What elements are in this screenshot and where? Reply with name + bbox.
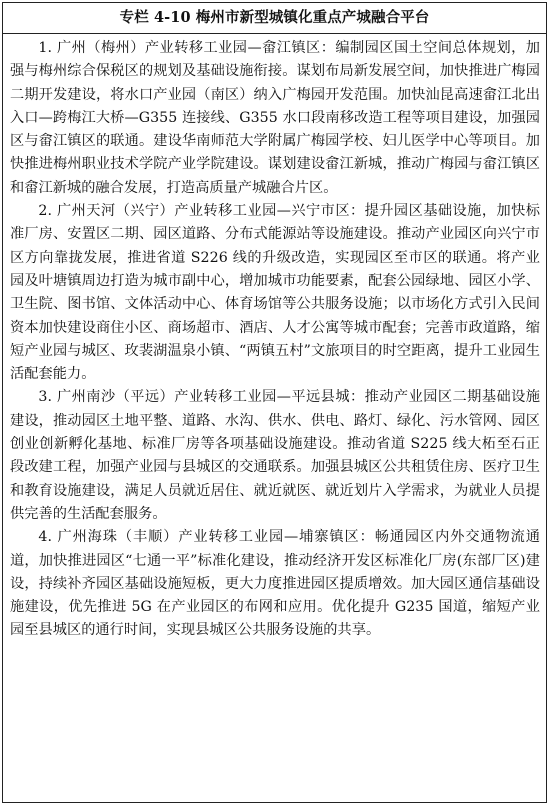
section-number: 3. [38, 389, 53, 406]
section-text: 编制园区国土空间总体规划，加强与梅州综合保税区的规划及基础设施衔接。谋划布局新发展空间，加快推进广梅园二期开发建设，将水口产业园（南区）纳入广梅园开发范围。加快汕昆高速畲江北出入口—跨梅江大桥—G355 连接线、G355 水口段南移改造工程等项目建设，加强园区与畲江镇区的联通。建设华南师范大学附属广梅园学校、妇儿医学中心等项目。加快推进梅州职业技术学院产业学院建设。谋划建设畲江新城，推动广梅园与畲江镇区和畲江新城的融合发展，打造高质量产城融合片区。 [10, 40, 541, 196]
column-box [2, 2, 547, 803]
section-zone: 广州天河（兴宁）产业转移工业园—兴宁市区： [57, 203, 365, 220]
section-zone: 广州南沙（平远）产业转移工业园—平远县城： [57, 389, 365, 406]
section-1 [10, 37, 540, 200]
box-content [3, 34, 546, 643]
section-text: 推动产业园区二期基础设施建设，推动园区土地平整、道路、水沟、供水、供电、路灯、绿化、污水管网、园区创业创新孵化基地、标准厂房等各项基础设施建设。推动省道 S225 线大柘至石正段改建工程，加强产业园与县城区的交通联系。加强县城区公共租赁住房、医疗卫生和教育设施建设，满足人员就近居住、就近就医、就近划片入学需求，为就业人员提供完善的生活配套服务。 [10, 389, 541, 522]
section-3 [10, 386, 540, 526]
section-zone: 广州（梅州）产业转移工业园—畲江镇区： [57, 40, 336, 56]
section-zone: 广州海珠（丰顺）产业转移工业园—埔寨镇区： [57, 529, 375, 546]
section-number: 2. [38, 203, 53, 220]
box-title: 专栏 4-10 梅州市新型城镇化重点产城融合平台 [3, 3, 546, 34]
section-number: 1. [38, 40, 53, 56]
section-number: 4. [38, 529, 53, 546]
section-text: 畅通园区内外交通物流通道，加快推进园区“七通一平”标准化建设，推动经济开发区标准化厂房(东部厂区)建设，持续补齐园区基础设施短板，更大力度推进园区提质增效。加大园区通信基础设施建设，优先推进 5G 在产业园区的布网和应用。优化提升 G235 国道，缩短产业园至县城区的通行时间，实现县城区公共服务设施的共享。 [10, 529, 540, 639]
section-4 [10, 526, 540, 642]
section-2 [10, 200, 540, 386]
section-text: 提升园区基础设施，加快标准厂房、安置区二期、园区道路、分布式能源站等设施建设。推动产业园区向兴宁市区方向靠拢发展，推进省道 S226 线的升级改造，实现园区至市区的联通。将产业园及叶塘镇周边打造为城市副中心，增加城市功能要素，配套公园绿地、园区小学、卫生院、图书馆、文体活动中心、体育场馆等公共服务设施；以市场化方式引入民间资本加快建设商住小区、商场超市、酒店、人才公寓等城市配套；完善市政道路，缩短产业园与城区、玫裴湖温泉小镇、“两镇五村”文旅项目的时空距离，提升工业园生活配套能力。 [10, 203, 541, 383]
